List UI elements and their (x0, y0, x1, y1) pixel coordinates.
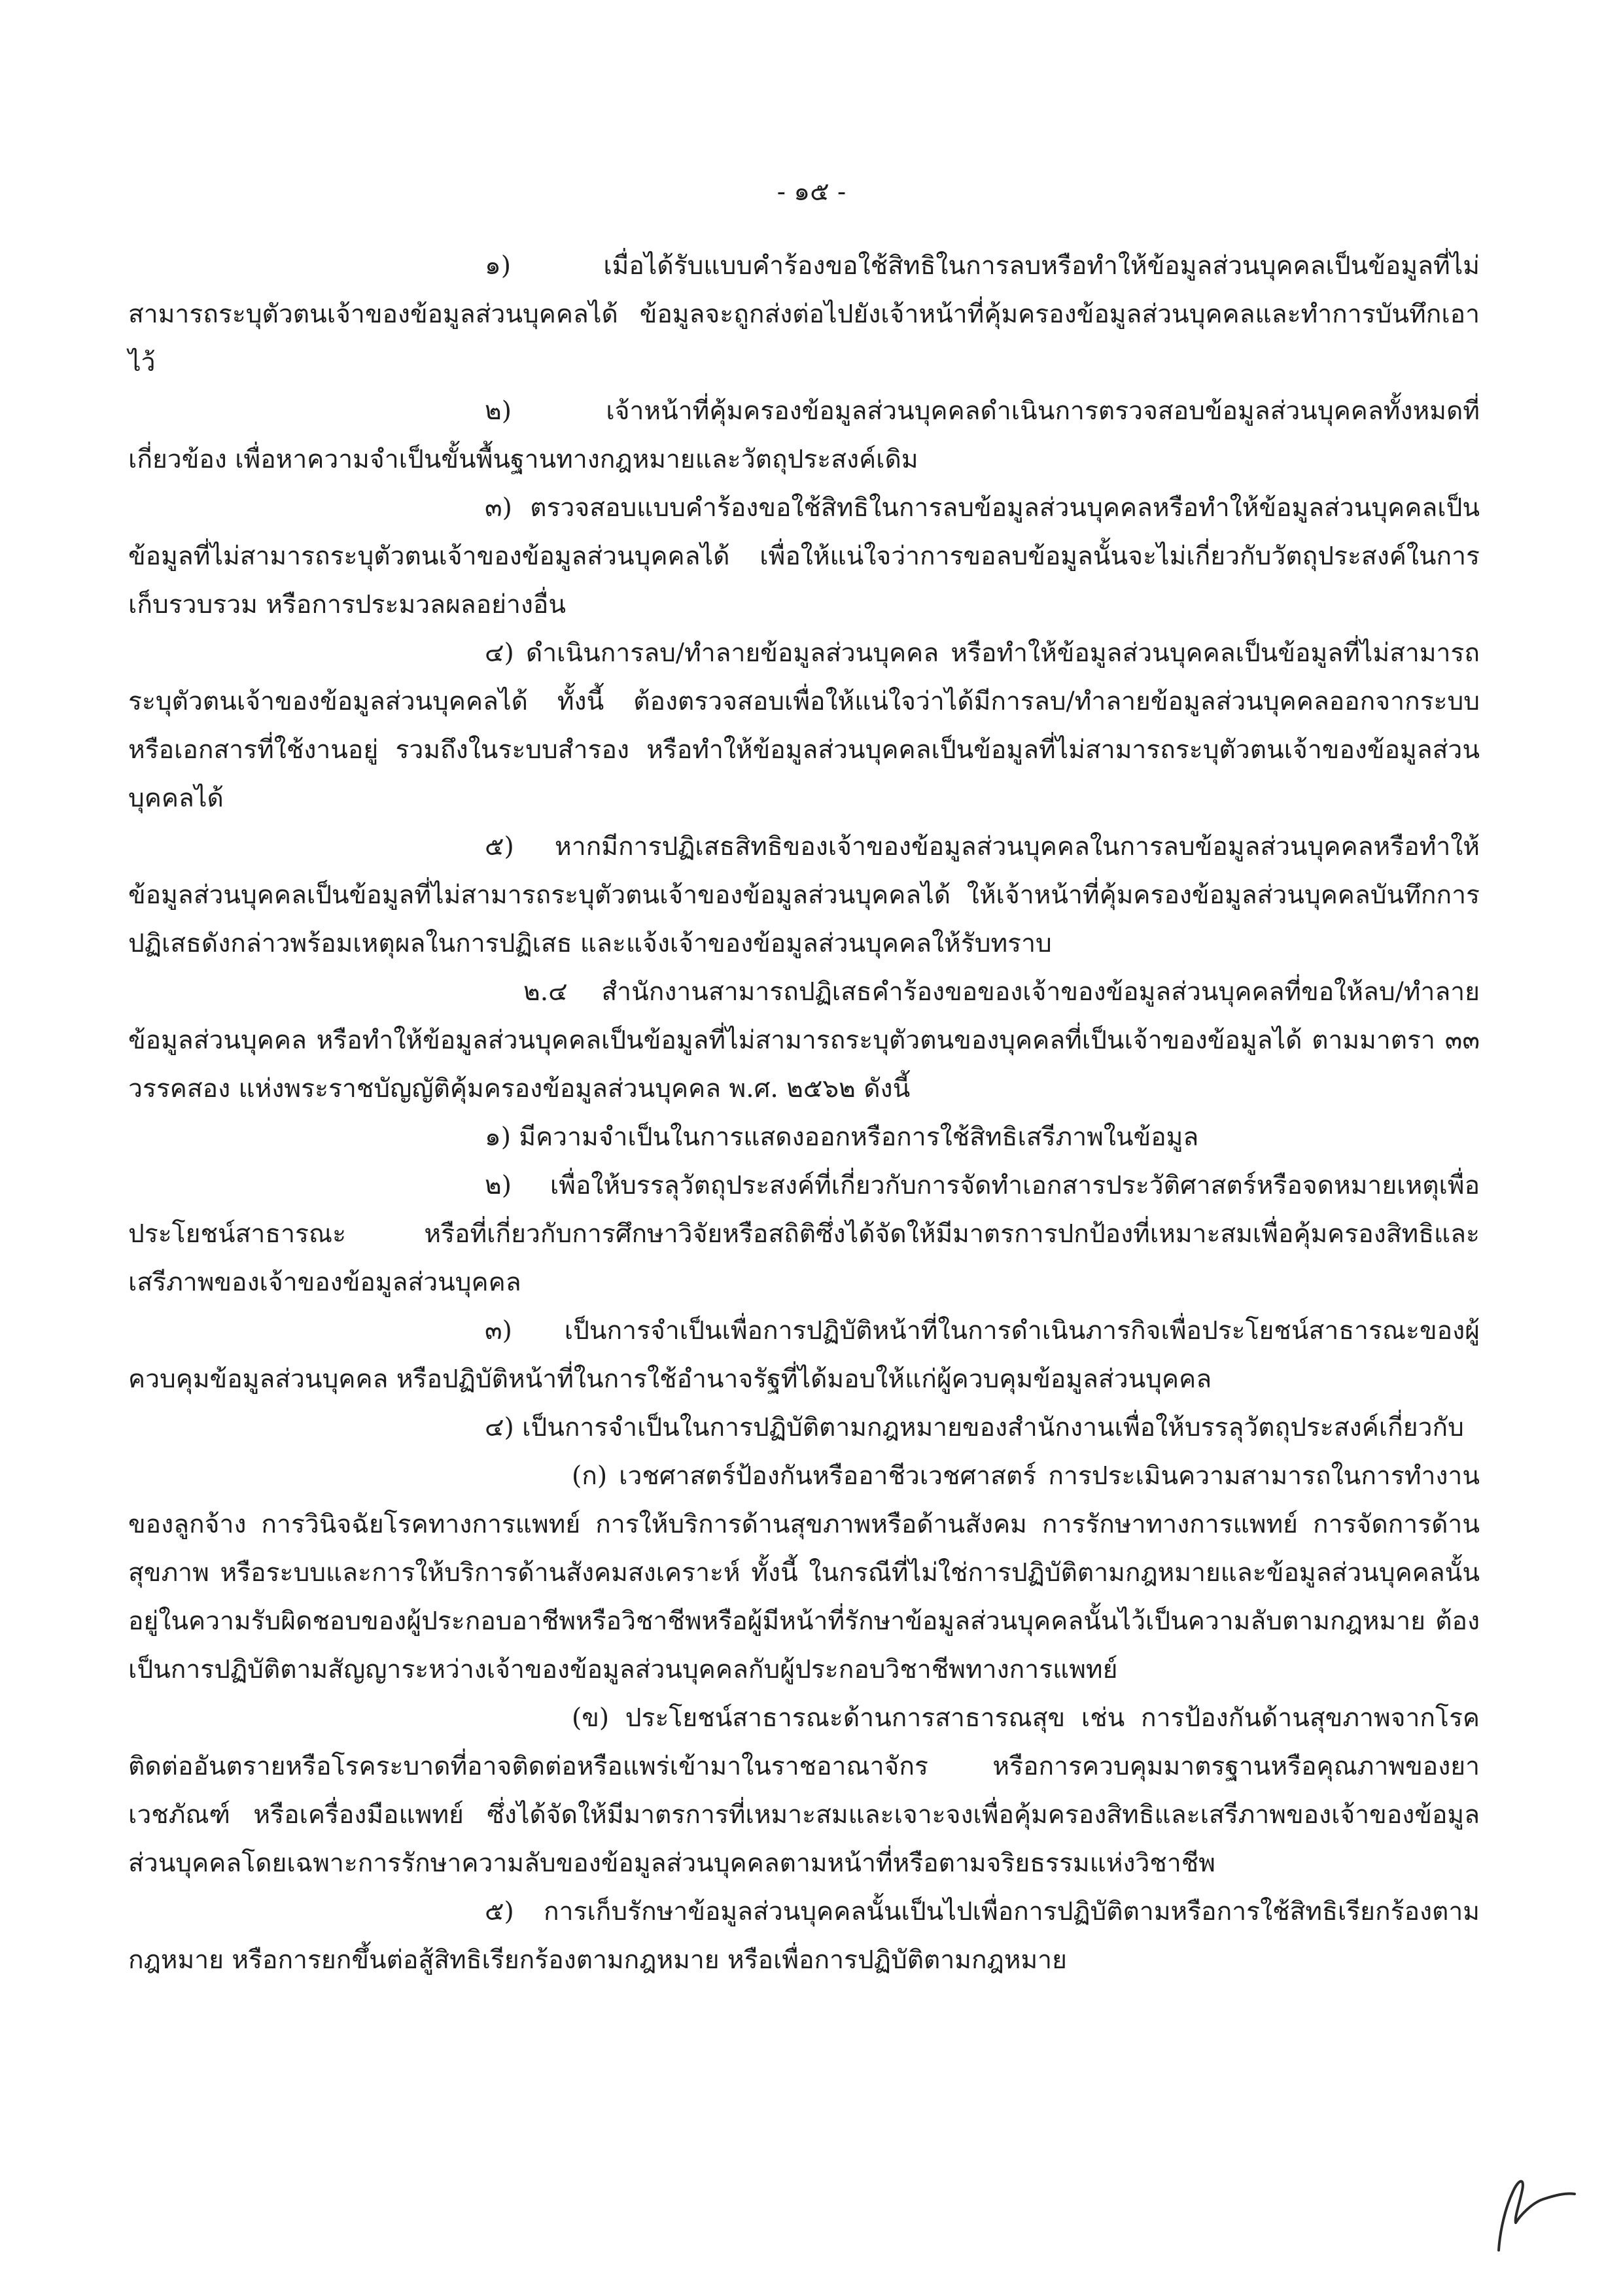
page-number: - ๑๕ - (777, 177, 846, 207)
exception-4a: (ก) เวชศาสตร์ป้องกันหรืออาชีวเวชศาสตร์ การประเมินความสามารถในการทำงานของลูกจ้าง การวินิจฉัยโรคทางการแพทย์ การให้บริการด้านสุขภาพหรือด้านสังคม การรักษาทางการแพทย์ การจัดการด้านสุขภาพ หรือระบบและการให้บริการด้านสังคมสงเคราะห์ ทั้งนี้ ในกรณีที่ไม่ใช่การปฏิบัติตามกฎหมายและข้อมูลส่วนบุคคลนั้นอยู่ในความรับผิดชอบของผู้ประกอบอาชีพหรือวิชาชีพหรือผู้มีหน้าที่รักษาข้อมูลส่วนบุคคลนั้นไว้เป็นความลับตามกฎหมาย ต้องเป็นการปฏิบัติตามสัญญาระหว่างเจ้าของข้อมูลส่วนบุคคลกับผู้ประกอบวิชาชีพทางการแพทย์ (128, 1461, 1480, 1684)
document-body (128, 242, 1480, 1985)
paragraph-5: ๕) หากมีการปฏิเสธสิทธิของเจ้าของข้อมูลส่วนบุคคลในการลบข้อมูลส่วนบุคคลหรือทำให้ข้อมูลส่วนบุคคลเป็นข้อมูลที่ไม่สามารถระบุตัวตนเจ้าของข้อมูลส่วนบุคคลได้ ให้เจ้าหน้าที่คุ้มครองข้อมูลส่วนบุคคลบันทึกการปฏิเสธดังกล่าวพร้อมเหตุผลในการปฏิเสธ และแจ้งเจ้าของข้อมูลส่วนบุคคลให้รับทราบ (128, 832, 1480, 958)
exception-5: ๕) การเก็บรักษาข้อมูลส่วนบุคคลนั้นเป็นไปเพื่อการปฏิบัติตามหรือการใช้สิทธิเรียกร้องตามกฎหมาย หรือการยกขึ้นต่อสู้สิทธิเรียกร้องตามกฎหมาย หรือเพื่อการปฏิบัติตามกฎหมาย (128, 1897, 1480, 1975)
signature-mark (1459, 2139, 1577, 2263)
paragraph-1: ๑) เมื่อได้รับแบบคำร้องขอใช้สิทธิในการลบหรือทำให้ข้อมูลส่วนบุคคลเป็นข้อมูลที่ไม่สามารถระบุตัวตนเจ้าของข้อมูลส่วนบุคคลได้ ข้อมูลจะถูกส่งต่อไปยังเจ้าหน้าที่คุ้มครองข้อมูลส่วนบุคคลและทำการบันทึกเอาไว้ (128, 251, 1480, 377)
exception-1: ๑) มีความจำเป็นในการแสดงออกหรือการใช้สิทธิเสรีภาพในข้อมูล (485, 1122, 1199, 1152)
paragraph-3: ๓) ตรวจสอบแบบคำร้องขอใช้สิทธิในการลบข้อมูลส่วนบุคคลหรือทำให้ข้อมูลส่วนบุคคลเป็นข้อมูลที่ไม่สามารถระบุตัวตนเจ้าของข้อมูลส่วนบุคคลได้ เพื่อให้แน่ใจว่าการขอลบข้อมูลนั้นจะไม่เกี่ยวกับวัตถุประสงค์ในการเก็บรวบรวม หรือการประมวลผลอย่างอื่น (128, 493, 1480, 619)
section-2-4: ๒.๔ สำนักงานสามารถปฏิเสธคำร้องขอของเจ้าของข้อมูลส่วนบุคคลที่ขอให้ลบ/ทำลายข้อมูลส่วนบุคคล หรือทำให้ข้อมูลส่วนบุคคลเป็นข้อมูลที่ไม่สามารถระบุตัวตนของบุคคลที่เป็นเจ้าของข้อมูลได้ ตามมาตรา ๓๓ วรรคสอง แห่งพระราชบัญญัติคุ้มครองข้อมูลส่วนบุคคล พ.ศ. ๒๕๖๒ ดังนี้ (128, 977, 1480, 1104)
paragraph-2: ๒) เจ้าหน้าที่คุ้มครองข้อมูลส่วนบุคคลดำเนินการตรวจสอบข้อมูลส่วนบุคคลทั้งหมดที่เกี่ยวข้อง เพื่อหาความจำเป็นขั้นพื้นฐานทางกฎหมายและวัตถุประสงค์เดิม (128, 396, 1480, 474)
exception-4b: (ข) ประโยชน์สาธารณะด้านการสาธารณสุข เช่น การป้องกันด้านสุขภาพจากโรคติดต่ออันตรายหรือโรคระบาดที่อาจติดต่อหรือแพร่เข้ามาในราชอาณาจักร หรือการควบคุมมาตรฐานหรือคุณภาพของยา เวชภัณฑ์ หรือเครื่องมือแพทย์ ซึ่งได้จัดให้มีมาตรการที่เหมาะสมและเจาะจงเพื่อคุ้มครองสิทธิและเสรีภาพของเจ้าของข้อมูลส่วนบุคคลโดยเฉพาะการรักษาความลับของข้อมูลส่วนบุคคลตามหน้าที่หรือตามจริยธรรมแห่งวิชาชีพ (128, 1703, 1480, 1878)
paragraph-4: ๔) ดำเนินการลบ/ทำลายข้อมูลส่วนบุคคล หรือทำให้ข้อมูลส่วนบุคคลเป็นข้อมูลที่ไม่สามารถระบุตัวตนเจ้าของข้อมูลส่วนบุคคลได้ ทั้งนี้ ต้องตรวจสอบเพื่อให้แน่ใจว่าได้มีการลบ/ทำลายข้อมูลส่วนบุคคลออกจากระบบหรือเอกสารที่ใช้งานอยู่ รวมถึงในระบบสำรอง หรือทำให้ข้อมูลส่วนบุคคลเป็นข้อมูลที่ไม่สามารถระบุตัวตนเจ้าของข้อมูลส่วนบุคคลได้ (128, 638, 1480, 813)
exception-4: ๔) เป็นการจำเป็นในการปฏิบัติตามกฎหมายของสำนักงานเพื่อให้บรรลุวัตถุประสงค์เกี่ยวกับ (485, 1413, 1464, 1442)
exception-3: ๓) เป็นการจำเป็นเพื่อการปฏิบัติหน้าที่ในการดำเนินภารกิจเพื่อประโยชน์สาธารณะของผู้ควบคุมข้อมูลส่วนบุคคล หรือปฏิบัติหน้าที่ในการใช้อำนาจรัฐที่ได้มอบให้แก่ผู้ควบคุมข้อมูลส่วนบุคคล (128, 1316, 1480, 1394)
exception-2: ๒) เพื่อให้บรรลุวัตถุประสงค์ที่เกี่ยวกับการจัดทำเอกสารประวัติศาสตร์หรือจดหมายเหตุเพื่อประโยชน์สาธารณะ หรือที่เกี่ยวกับการศึกษาวิจัยหรือสถิติซึ่งได้จัดให้มีมาตรการปกป้องที่เหมาะสมเพื่อคุ้มครองสิทธิและเสรีภาพของเจ้าของข้อมูลส่วนบุคคล (128, 1171, 1480, 1297)
